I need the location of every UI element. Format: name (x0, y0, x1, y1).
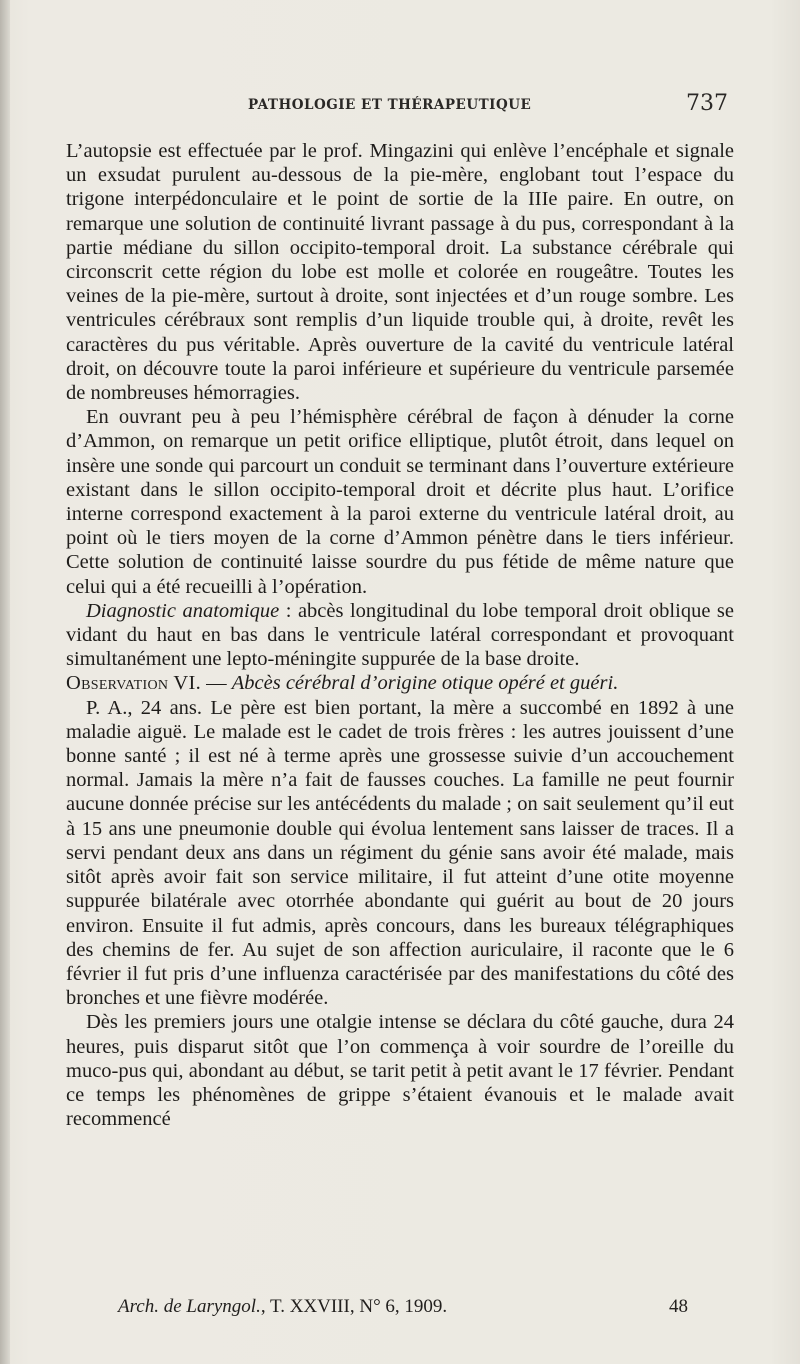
paragraph-patient-history: P. A., 24 ans. Le père est bien portant, la mère a succombé en 1892 à une maladie aiguë. Le malade est le cadet de trois frères : les autres jouissent d’une bonne santé ; il est né à terme après une grossesse suivie d’un accouchement normal. Jamais la mère n’a fait de fausses couches. La famille ne peut fournir aucune donnée précise sur les antécédents du malade ; on sait seulement qu’il eut à 15 ans une pneumonie double qui évolua lentement sans laisser de traces. Il a servi pendant deux ans dans un régiment du génie sans avoir été malade, mais sitôt après avoir fait son service militaire, il fut atteint d’une otite moyenne suppurée bilatérale avec otorrhée abondante qui guérit au bout de 20 jours environ. Ensuite il fut admis, après concours, dans les bureaux télégraphiques des chemins de fer. Au sujet de son affection auriculaire, il raconte que le 6 février il fut pris d’une influenza caractérisée par des manifestations du côté des bronches et une fièvre modérée. (66, 696, 734, 1010)
diagnosis-label: Diagnostic anatomique (86, 599, 280, 622)
sheet-signature: 48 (669, 1296, 688, 1317)
paragraph-otalgia: Dès les premiers jours une otalgie intense se déclara du côté gauche, dura 24 heures, puis disparut sitôt que l’on commença à voir sourdre de l’oreille du muco-pus qui, abondant au début, se tarit petit à petit avant le 17 février. Pendant ce temps les phénomènes de grippe s’étaient évanouis et le malade avait recommencé (66, 1011, 734, 1131)
journal-volume: , T. XXVIII, N° 6, 1909. (260, 1296, 448, 1317)
page-number: 737 (686, 91, 728, 116)
observation-dash: — (201, 672, 232, 695)
paragraph-autopsy: L’autopsie est effectuée par le prof. Mingazini qui enlève l’encéphale et signale un exsudat purulent au-dessous de la pie-mère, englobant tout l’espace du trigone interpédonculaire et le point de sortie de la IIIe paire. En outre, on remarque une solution de continuité livrant passage à du pus, correspondant à la partie médiane du sillon occipito-temporal droit. La substance cérébrale qui circonscrit cette région du lobe est molle et colorée en rougeâtre. Toutes les veines de la pie-mère, surtout à droite, sont injectées et d’un rouge sombre. Les ventricules cérébraux sont remplis d’un liquide trouble qui, à droite, revêt les caractères du pus véritable. Après ouverture de la cavité du ventricule latéral droit, on découvre toute la paroi inférieure et supérieure du ventricule parsemée de nombreuses hémorragies. (66, 140, 734, 405)
paragraph-dissection: En ouvrant peu à peu l’hémisphère cérébral de façon à dénuder la corne d’Ammon, on remarque un petit orifice elliptique, plutôt étroit, dans lequel on insère une sonde qui parcourt un conduit se terminant dans l’ouverture extérieure existant dans le sillon occipito-temporal droit et décrite plus haut. L’orifice interne correspond exactement à la paroi externe du ventricule latéral droit, au point où le tiers moyen de la corne d’Ammon pénètre dans le tiers inférieur. Cette solution de continuité laisse sourdre du pus fétide de même nature que celui qui a été recueilli à l’opération. (66, 406, 734, 598)
paragraph-diagnosis (66, 599, 734, 672)
observation-label: Observation VI. (66, 672, 202, 695)
running-title: PATHOLOGIE ET THÉRAPEUTIQUE (248, 97, 532, 113)
observation-title: Abcès cérébral d’origine otique opéré et guéri. (231, 672, 619, 695)
page-footer (118, 1296, 698, 1318)
page-edge-shadow (0, 0, 10, 1364)
page-header (88, 91, 728, 129)
journal-name: Arch. de Laryngol. (118, 1296, 261, 1317)
diagnosis-text: : abcès longitudinal du lobe temporal droit oblique se vidant du haut en bas dans le ventricule latéral correspondant et provoquant simultanément une lepto-méningite suppurée de la base droite. (66, 599, 734, 671)
body-text (66, 139, 734, 1131)
observation-heading (66, 671, 734, 695)
